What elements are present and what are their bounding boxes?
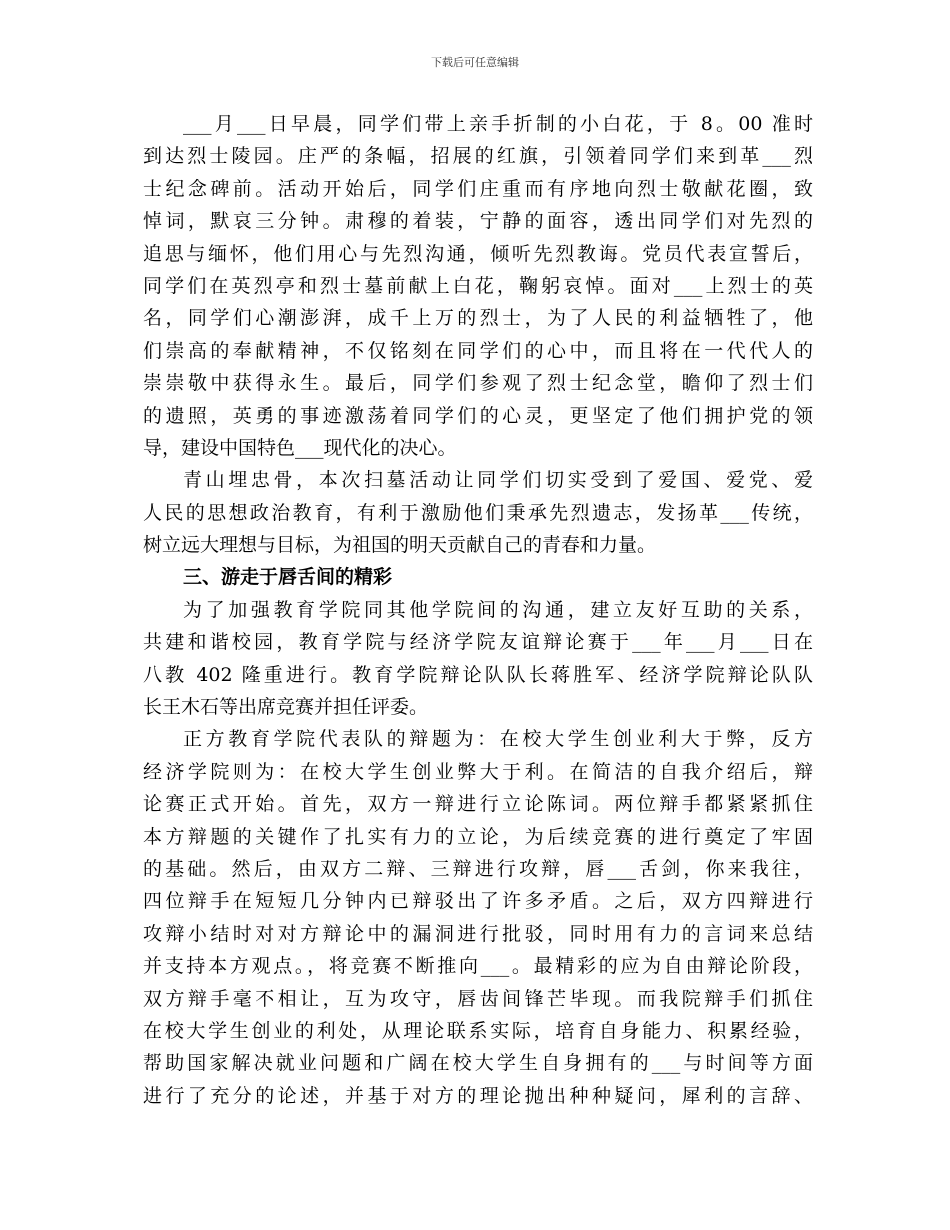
body-line: 论赛正式开始。首先，双方一辩进行立论陈词。两位辩手都紧紧抓住	[143, 793, 813, 816]
body-line: 导，建设中国特色___现代化的决心。	[143, 436, 457, 459]
body-line: 崇崇敬中获得永生。最后，同学们参观了烈士纪念堂，瞻仰了烈士们	[143, 372, 813, 395]
body-line: 树立远大理想与目标，为祖国的明天贡献自己的青春和力量。	[143, 534, 657, 557]
body-line: 为了加强教育学院同其他学院间的沟通，建立友好互助的关系，	[183, 598, 813, 621]
page-header: 下载后可任意编辑	[431, 56, 519, 69]
body-line: 在校大学生创业的利处，从理论联系实际，培育自身能力、积累经验，	[143, 1019, 813, 1042]
body-line: 并支持本方观点。，将竞赛不断推向___。最精彩的应为自由辩论阶段，	[143, 955, 813, 978]
body-line: 长王木石等出席竞赛并担任评委。	[143, 696, 429, 719]
body-line: 士纪念碑前。活动开始后，同学们庄重而有序地向烈士敬献花圈，致	[143, 177, 813, 200]
body-line: 到达烈士陵园。庄严的条幅，招展的红旗，引领着同学们来到革___烈	[143, 145, 813, 168]
body-line: 青山埋忠骨，本次扫墓活动让同学们切实受到了爱国、爱党、爱	[183, 469, 813, 492]
body-line: 进行了充分的论述，并基于对方的理论抛出种种疑问，犀利的言辞、	[143, 1084, 813, 1107]
body-line: 八教 402 隆重进行。教育学院辩论队队长蒋胜军、经济学院辩论队队	[143, 663, 813, 686]
document-body	[143, 108, 813, 1112]
body-line: ___月___日早晨，同学们带上亲手折制的小白花，于 8。00 准时	[183, 113, 813, 135]
body-line: 攻辩小结时对对方辩论中的漏洞进行批驳，同时用有力的言词来总结	[143, 922, 813, 945]
body-line: 本方辩题的关键作了扎实有力的立论，为后续竞赛的进行奠定了牢固	[143, 825, 813, 848]
body-line: 追思与缅怀，他们用心与先烈沟通，倾听先烈教诲。党员代表宣誓后，	[143, 242, 813, 265]
section-heading: 三、游走于唇舌间的精彩	[183, 566, 393, 589]
body-line: 帮助国家解决就业问题和广阔在校大学生自身拥有的___与时间等方面	[143, 1052, 813, 1075]
body-line: 的基础。然后，由双方二辩、三辩进行攻辩，唇___舌剑，你来我往，	[143, 857, 813, 880]
body-line: 经济学院则为：在校大学生创业弊大于利。在简洁的自我介绍后，辩	[143, 760, 813, 783]
body-line: 四位辩手在短短几分钟内已辩驳出了许多矛盾。之后，双方四辩进行	[143, 890, 813, 913]
body-line: 悼词，默哀三分钟。肃穆的着装，宁静的面容，透出同学们对先烈的	[143, 210, 813, 233]
body-line: 正方教育学院代表队的辩题为：在校大学生创业利大于弊，反方	[183, 728, 813, 751]
body-line: 的遗照，英勇的事迹激荡着同学们的心灵，更坚定了他们拥护党的领	[143, 404, 813, 427]
body-line: 名，同学们心潮澎湃，成千上万的烈士，为了人民的利益牺牲了，他	[143, 307, 813, 330]
body-line: 们崇高的奉献精神，不仅铭刻在同学们的心中，而且将在一代代人的	[143, 339, 813, 362]
body-line: 同学们在英烈亭和烈士墓前献上白花，鞠躬哀悼。面对___上烈士的英	[143, 274, 813, 297]
body-line: 人民的思想政治教育，有利于激励他们秉承先烈遗志，发扬革___传统，	[143, 501, 813, 524]
body-line: 共建和谐校园，教育学院与经济学院友谊辩论赛于___年___月___日在	[143, 631, 813, 654]
body-line: 双方辩手毫不相让，互为攻守，唇齿间锋芒毕现。而我院辩手们抓住	[143, 987, 813, 1010]
